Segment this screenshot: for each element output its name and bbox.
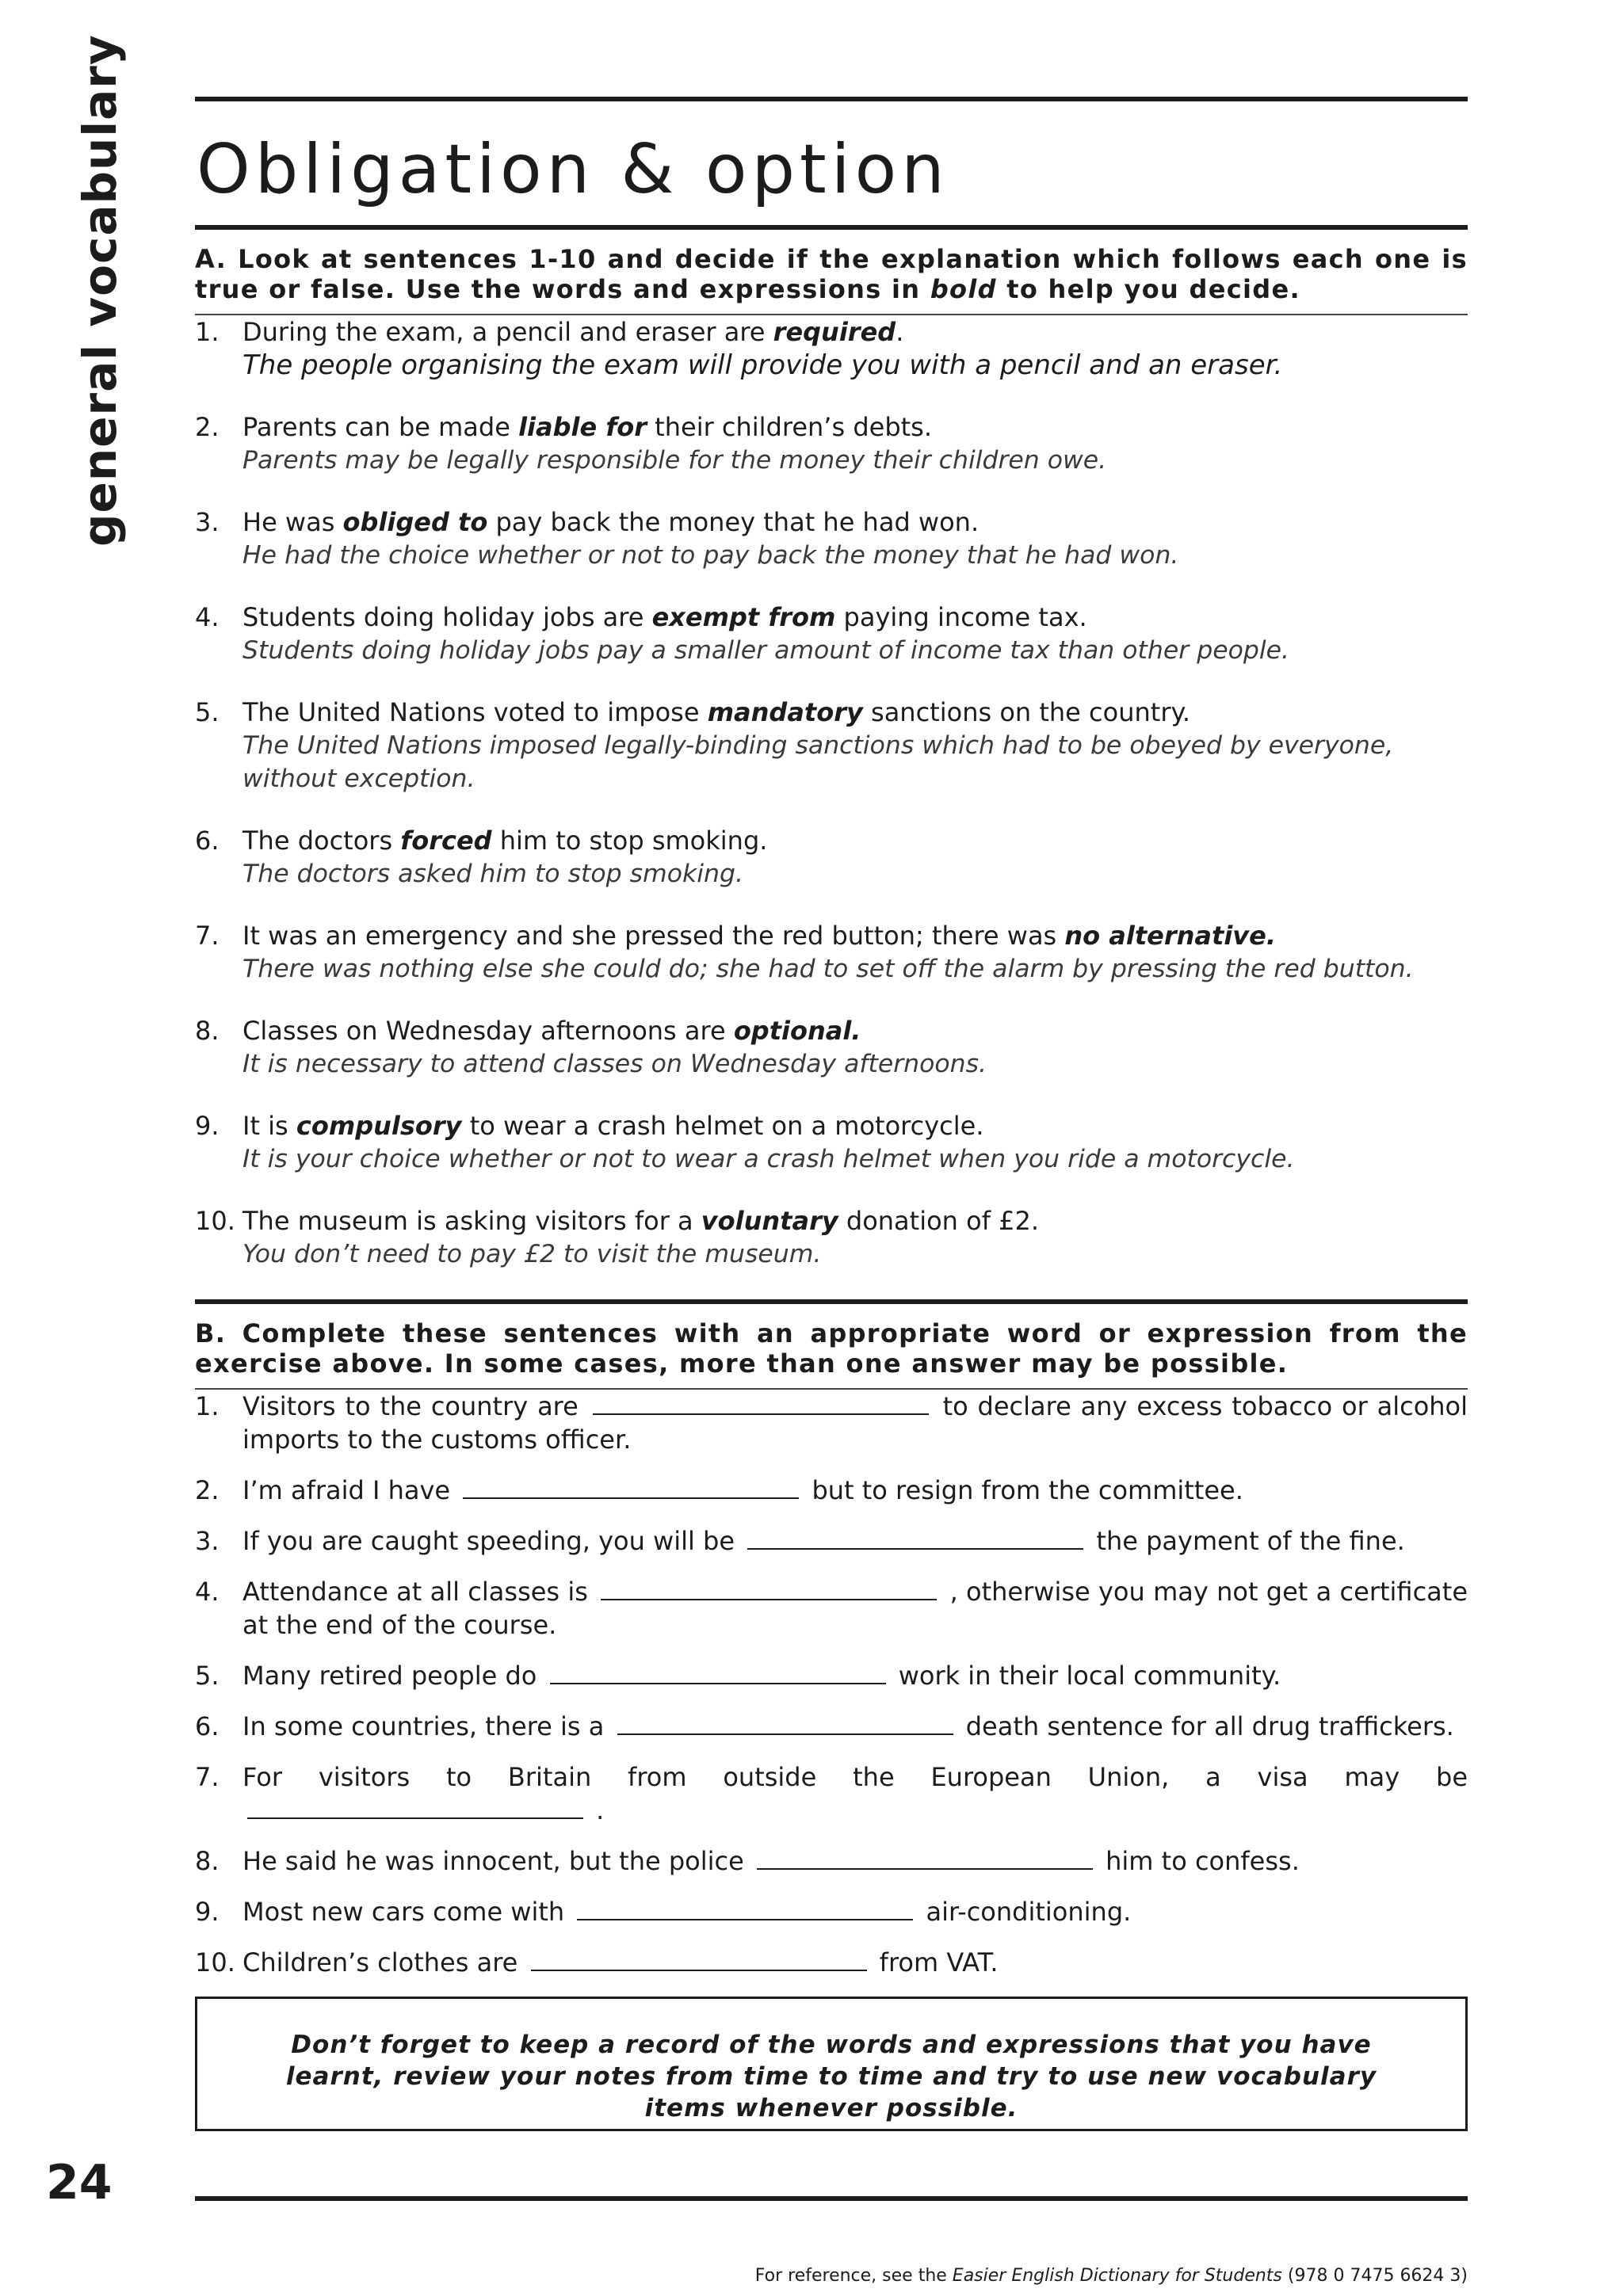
item-number: 8.: [195, 1846, 220, 1876]
list-item: [195, 1204, 1468, 1271]
item-number: 6.: [195, 1711, 220, 1741]
footer-reference: For reference, see the Easier English Dictionary for Students (978 0 7475 6624 3): [754, 2266, 1468, 2286]
page-title: Obligation & option: [197, 130, 949, 209]
list-item: [195, 315, 1468, 382]
item-number: 4.: [195, 602, 220, 632]
item-explanation: He had the choice whether or not to pay back the money that he had won.: [242, 541, 1179, 570]
list-item: [195, 696, 1468, 795]
item-explanation: The people organising the exam will provide you with a pencil and an eraser.: [242, 349, 1283, 381]
top-rule: [195, 97, 1468, 101]
section-a-list: [195, 315, 1468, 1271]
answer-blank[interactable]: [747, 1524, 1083, 1550]
item-sentence: It is compulsory to wear a crash helmet on a motorcycle.: [242, 1111, 984, 1141]
answer-blank[interactable]: [757, 1844, 1093, 1870]
answer-blank[interactable]: [593, 1390, 929, 1415]
item-explanation: It is your choice whether or not to wear a crash helmet when you ride a motorcycle.: [242, 1145, 1295, 1173]
list-item: [195, 1014, 1468, 1081]
item-explanation: The United Nations imposed legally-binding sanctions which had to be obeyed by everyone, without exception.: [242, 731, 1394, 793]
list-item: 2. I’m afraid I have but to resign from the committee.: [195, 1475, 1243, 1505]
list-item: 3. If you are caught speeding, you will be the payment of the fine.: [195, 1526, 1405, 1556]
answer-blank[interactable]: [577, 1895, 913, 1920]
list-item: 4. Attendance at all classes is , otherwise you may not get a certificate at the end of the course.: [195, 1577, 1468, 1640]
section-a-instruction-end: to help you decide.: [996, 274, 1300, 304]
item-sentence: The doctors forced him to stop smoking.: [242, 826, 768, 856]
answer-blank[interactable]: [531, 1946, 867, 1971]
side-label: [71, 34, 158, 561]
list-item: 10. Children’s clothes are from VAT.: [195, 1947, 999, 1978]
item-keyword: optional.: [733, 1016, 861, 1046]
list-item: 1. Visitors to the country are to declare any excess tobacco or alcohol imports to the customs officer.: [195, 1391, 1468, 1455]
item-keyword: exempt from: [651, 602, 836, 632]
item-number: 7.: [195, 1762, 220, 1792]
item-sentence: Classes on Wednesday afternoons are optional.: [242, 1016, 861, 1046]
item-number: 1.: [195, 317, 220, 347]
item-explanation: Parents may be legally responsible for the money their children owe.: [242, 446, 1107, 475]
item-sentence: The museum is asking visitors for a voluntary donation of £2.: [242, 1206, 1040, 1236]
item-keyword: no alternative.: [1064, 921, 1276, 951]
bottom-rule: [195, 2196, 1468, 2201]
item-keyword: voluntary: [701, 1206, 838, 1236]
item-keyword: liable for: [518, 412, 647, 442]
item-number: 1.: [195, 1391, 220, 1421]
item-number: 9.: [195, 1111, 220, 1141]
answer-blank[interactable]: [247, 1794, 583, 1819]
list-item: [195, 601, 1468, 667]
item-number: 7.: [195, 921, 220, 951]
item-keyword: compulsory: [296, 1111, 462, 1141]
list-item: [195, 1109, 1468, 1176]
list-item: 6. In some countries, there is a death sentence for all drug traffickers.: [195, 1711, 1454, 1741]
section-a-instruction: [195, 230, 1468, 314]
item-explanation: Students doing holiday jobs pay a smaller amount of income tax than other people.: [242, 636, 1290, 665]
list-item: [195, 919, 1468, 986]
item-number: 6.: [195, 826, 220, 856]
item-number: 10.: [195, 1947, 235, 1978]
list-item: 8. He said he was innocent, but the police him to confess.: [195, 1846, 1300, 1876]
answer-blank[interactable]: [601, 1575, 937, 1600]
section-b-instruction: B. Complete these sentences with an appropriate word or expression from the exercise above. In some cases, more than one answer may be possible.: [195, 1318, 1468, 1379]
list-item: [195, 824, 1468, 891]
worksheet: [195, 97, 1468, 2131]
item-number: 5.: [195, 1661, 220, 1691]
item-number: 5.: [195, 697, 220, 727]
item-number: 3.: [195, 507, 220, 537]
item-keyword: obliged to: [342, 507, 488, 537]
list-item: 7. For visitors to Britain from outside the European Union, a visa may be .: [195, 1762, 1468, 1825]
footer-book-title: Easier English Dictionary for Students: [952, 2266, 1282, 2286]
list-item: [195, 410, 1468, 477]
item-number: 4.: [195, 1577, 220, 1607]
reminder-text: Don’t forget to keep a record of the words and expressions that you have learnt, review your notes from time to time and try to use new vocabulary items whenever possible.: [285, 2031, 1377, 2122]
item-explanation: It is necessary to attend classes on Wednesday afternoons.: [242, 1050, 987, 1078]
item-number: 9.: [195, 1897, 220, 1927]
reminder-box: [195, 1997, 1468, 2131]
list-item: 5. Many retired people do work in their local community.: [195, 1661, 1281, 1691]
section-b-list: [195, 1390, 1468, 1979]
item-keyword: required: [773, 317, 896, 347]
list-item: [195, 505, 1468, 572]
item-explanation: There was nothing else she could do; she had to set off the alarm by pressing the red button.: [242, 955, 1414, 983]
item-explanation: You don’t need to pay £2 to visit the museum.: [242, 1240, 822, 1268]
answer-blank[interactable]: [463, 1474, 799, 1499]
item-keyword: mandatory: [707, 697, 863, 727]
page-number: 24: [46, 2155, 113, 2210]
section-a-instruction-italic: bold: [930, 274, 997, 304]
item-sentence: Students doing holiday jobs are exempt from paying income tax.: [242, 602, 1087, 632]
item-number: 10.: [195, 1206, 235, 1236]
item-sentence: He was obliged to pay back the money that he had won.: [242, 507, 980, 537]
item-number: 2.: [195, 1475, 220, 1505]
item-sentence: During the exam, a pencil and eraser are required.: [242, 317, 904, 347]
list-item: 9. Most new cars come with air-conditioning.: [195, 1897, 1132, 1927]
item-sentence: It was an emergency and she pressed the red button; there was no alternative.: [242, 921, 1276, 951]
side-label-text: general vocabulary: [73, 34, 127, 547]
answer-blank[interactable]: [550, 1659, 886, 1684]
item-explanation: The doctors asked him to stop smoking.: [242, 860, 743, 888]
item-sentence: The United Nations voted to impose mandatory sanctions on the country.: [242, 697, 1191, 727]
section-a-instruction-start: A. Look at sentences 1-10 and decide if the explanation which follows each one is true or false. Use the words and expressions in: [195, 244, 1468, 304]
item-keyword: forced: [400, 826, 492, 856]
item-number: 8.: [195, 1016, 220, 1046]
item-number: 2.: [195, 412, 220, 442]
item-number: 3.: [195, 1526, 220, 1556]
answer-blank[interactable]: [617, 1710, 953, 1735]
item-sentence: Parents can be made liable for their children’s debts.: [242, 412, 933, 442]
